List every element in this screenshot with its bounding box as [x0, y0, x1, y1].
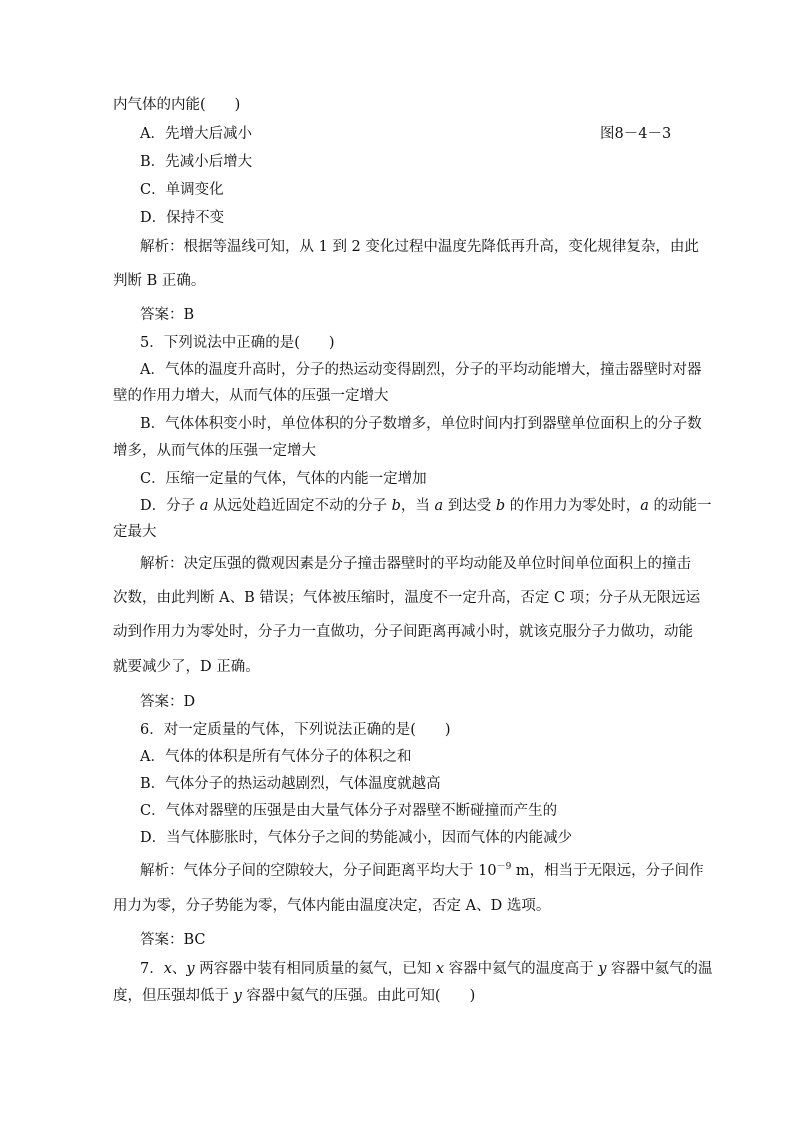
q5-analysis-line-4: 就要减少了，D 正确。 [113, 659, 260, 675]
q4-stem-tail: 内气体的内能( ) [113, 97, 241, 113]
figure-label: 图8－4－3 [600, 126, 672, 142]
q4-option-c: C．单调变化 [140, 182, 224, 198]
q6-analysis-line-1: 解析：气体分子间的空隙较大，分子间距离平均大于 $10^{-9}$ m，相当于无限远，分子间作 [140, 862, 704, 879]
q4-answer: 答案：B [140, 307, 195, 323]
q4-option-a: A．先增大后减小 [140, 126, 252, 142]
q6-analysis-line-2: 用力为零，分子势能为零，气体内能由温度决定，否定 A、D 选项。 [113, 898, 551, 914]
q5-option-d-line-1: D．分子 a 从远处趋近固定不动的分子 b，当 a 到达受 b 的作用力为零处时，a 的动能一 [140, 498, 712, 514]
q6-stem: 6．对一定质量的气体，下列说法正确的是( ) [140, 722, 451, 738]
q5-option-a-line-2: 壁的作用力增大，从而气体的压强一定增大 [113, 388, 389, 404]
q5-analysis-line-2: 次数，由此判断 A、B 错误；气体被压缩时，温度不一定升高，否定 C 项；分子从无限远运 [113, 590, 701, 606]
q5-analysis-line-3: 动到作用力为零处时，分子力一直做功，分子间距离再减小时，就该克服分子力做功，动能 [113, 624, 693, 640]
q5-option-c: C．压缩一定量的气体，气体的内能一定增加 [140, 471, 427, 487]
q5-stem: 5．下列说法中正确的是( ) [140, 335, 335, 351]
q5-option-b-line-1: B．气体体积变小时，单位体积的分子数增多，单位时间内打到器壁单位面积上的分子数 [140, 416, 702, 432]
q4-analysis-line-1: 解析：根据等温线可知，从 1 到 2 变化过程中温度先降低再升高，变化规律复杂，由此 [140, 239, 699, 255]
q5-option-b-line-2: 增多，从而气体的压强一定增大 [113, 443, 316, 459]
q6-option-b: B．气体分子的热运动越剧烈，气体温度就越高 [140, 776, 441, 792]
q7-stem-line-2: 度，但压强却低于 y 容器中氦气的压强。由此可知( ) [113, 988, 476, 1004]
q5-option-d-line-2: 定最大 [113, 524, 157, 540]
q5-option-a-line-1: A．气体的温度升高时，分子的热运动变得剧烈，分子的平均动能增大，撞击器壁时对器 [140, 362, 702, 378]
q4-option-b: B．先减小后增大 [140, 154, 253, 170]
q7-stem-line-1: 7．x、y 两容器中装有相同质量的氦气，已知 x 容器中氦气的温度高于 y 容器中氦气的温 [140, 961, 713, 977]
q4-option-d: D．保持不变 [140, 210, 225, 226]
q6-answer: 答案：BC [140, 932, 206, 948]
q6-option-d: D．当气体膨胀时，气体分子之间的势能减小，因而气体的内能减少 [140, 830, 573, 846]
q6-option-a: A．气体的体积是所有气体分子的体积之和 [140, 749, 412, 765]
q5-analysis-line-1: 解析：决定压强的微观因素是分子撞击器壁时的平均动能及单位时间单位面积上的撞击 [140, 556, 691, 572]
q6-option-c: C．气体对器壁的压强是由大量气体分子对器壁不断碰撞而产生的 [140, 803, 558, 819]
q5-answer: 答案：D [140, 694, 196, 710]
q4-analysis-line-2: 判断 B 正确。 [113, 273, 206, 289]
